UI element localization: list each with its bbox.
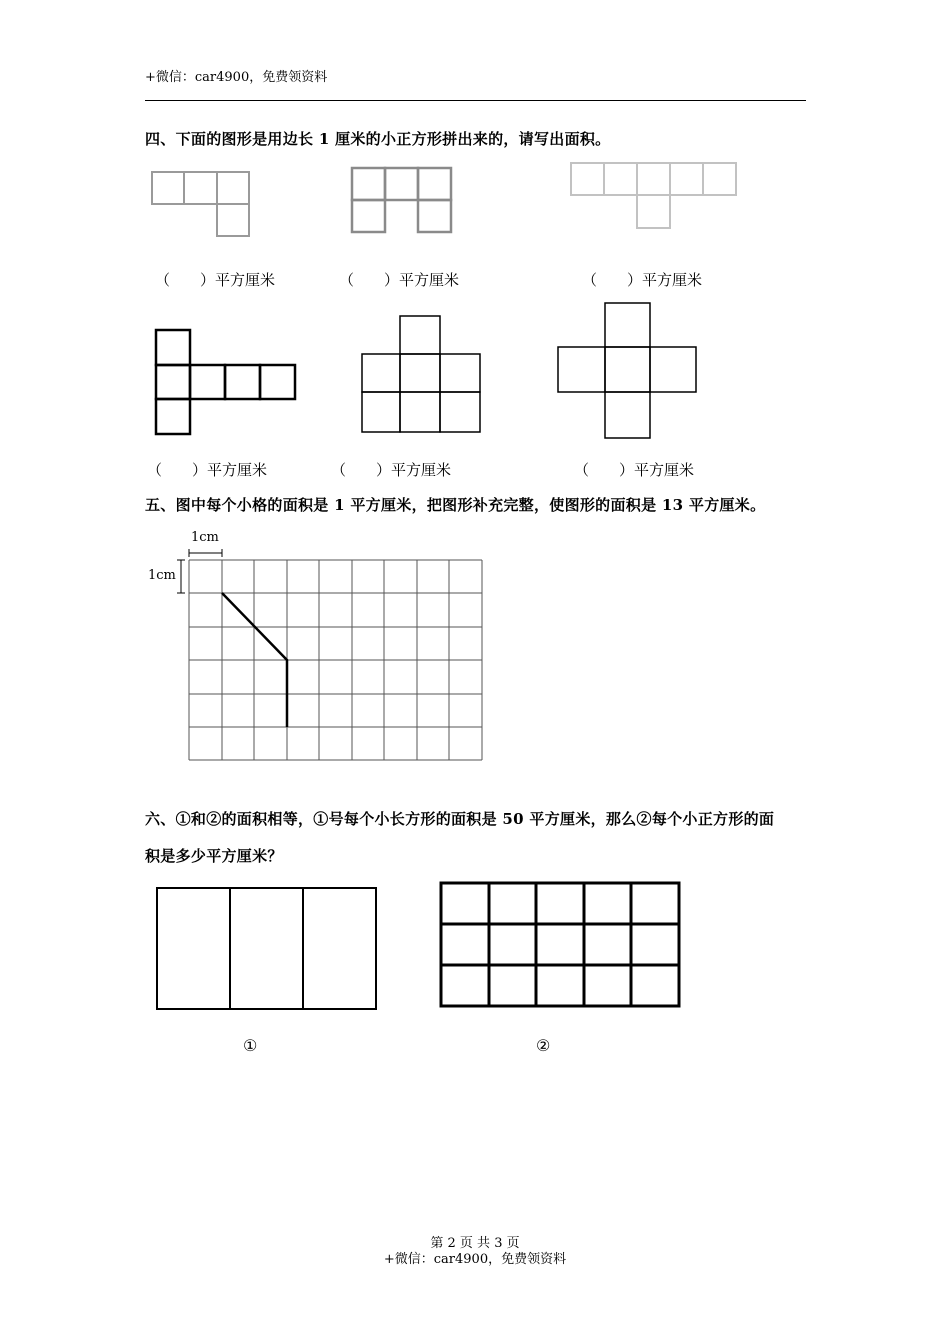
- figure-4: [156, 330, 295, 434]
- scale-label-top: 1cm: [191, 530, 219, 545]
- figure-6: [558, 303, 696, 438]
- answer-blank-6: （ ）平方厘米: [574, 461, 695, 479]
- shape-2-label: ②: [536, 1036, 551, 1055]
- page-number: 第 2 页 共 3 页: [430, 1236, 520, 1251]
- figure-2: [352, 168, 451, 232]
- grid-section5: [189, 560, 482, 760]
- section4-title: 四、下面的图形是用边长 1 厘米的小正方形拼出来的，请写出面积。: [145, 130, 611, 148]
- header-watermark: +微信：car4900，免费领资料: [145, 70, 328, 85]
- answer-blank-4: （ ）平方厘米: [147, 461, 268, 479]
- figure-3: [571, 163, 736, 228]
- figure-5: [362, 316, 480, 432]
- figure-1: [152, 172, 249, 236]
- footer-watermark: +微信：car4900，免费领资料: [383, 1252, 567, 1267]
- answer-blank-5: （ ）平方厘米: [331, 461, 452, 479]
- section6-title-line2: 积是多少平方厘米？: [145, 847, 283, 865]
- answer-blank-2: （ ）平方厘米: [339, 271, 460, 289]
- scale-label-left: 1cm: [148, 568, 176, 583]
- section5-title: 五、图中每个小格的面积是 1 平方厘米，把图形补充完整，使图形的面积是 13 平方厘米。: [145, 496, 766, 514]
- answer-blank-3: （ ）平方厘米: [582, 271, 703, 289]
- section6-title-line1: 六、①和②的面积相等，①号每个小长方形的面积是 50 平方厘米，那么②每个小正方形的面: [145, 810, 775, 828]
- shape-1-rectangles: [157, 888, 376, 1009]
- scale-markers: [177, 549, 222, 593]
- shape-1-label: ①: [243, 1036, 258, 1055]
- shape-2-squares: [441, 883, 679, 1006]
- answer-blank-1: （ ）平方厘米: [155, 271, 276, 289]
